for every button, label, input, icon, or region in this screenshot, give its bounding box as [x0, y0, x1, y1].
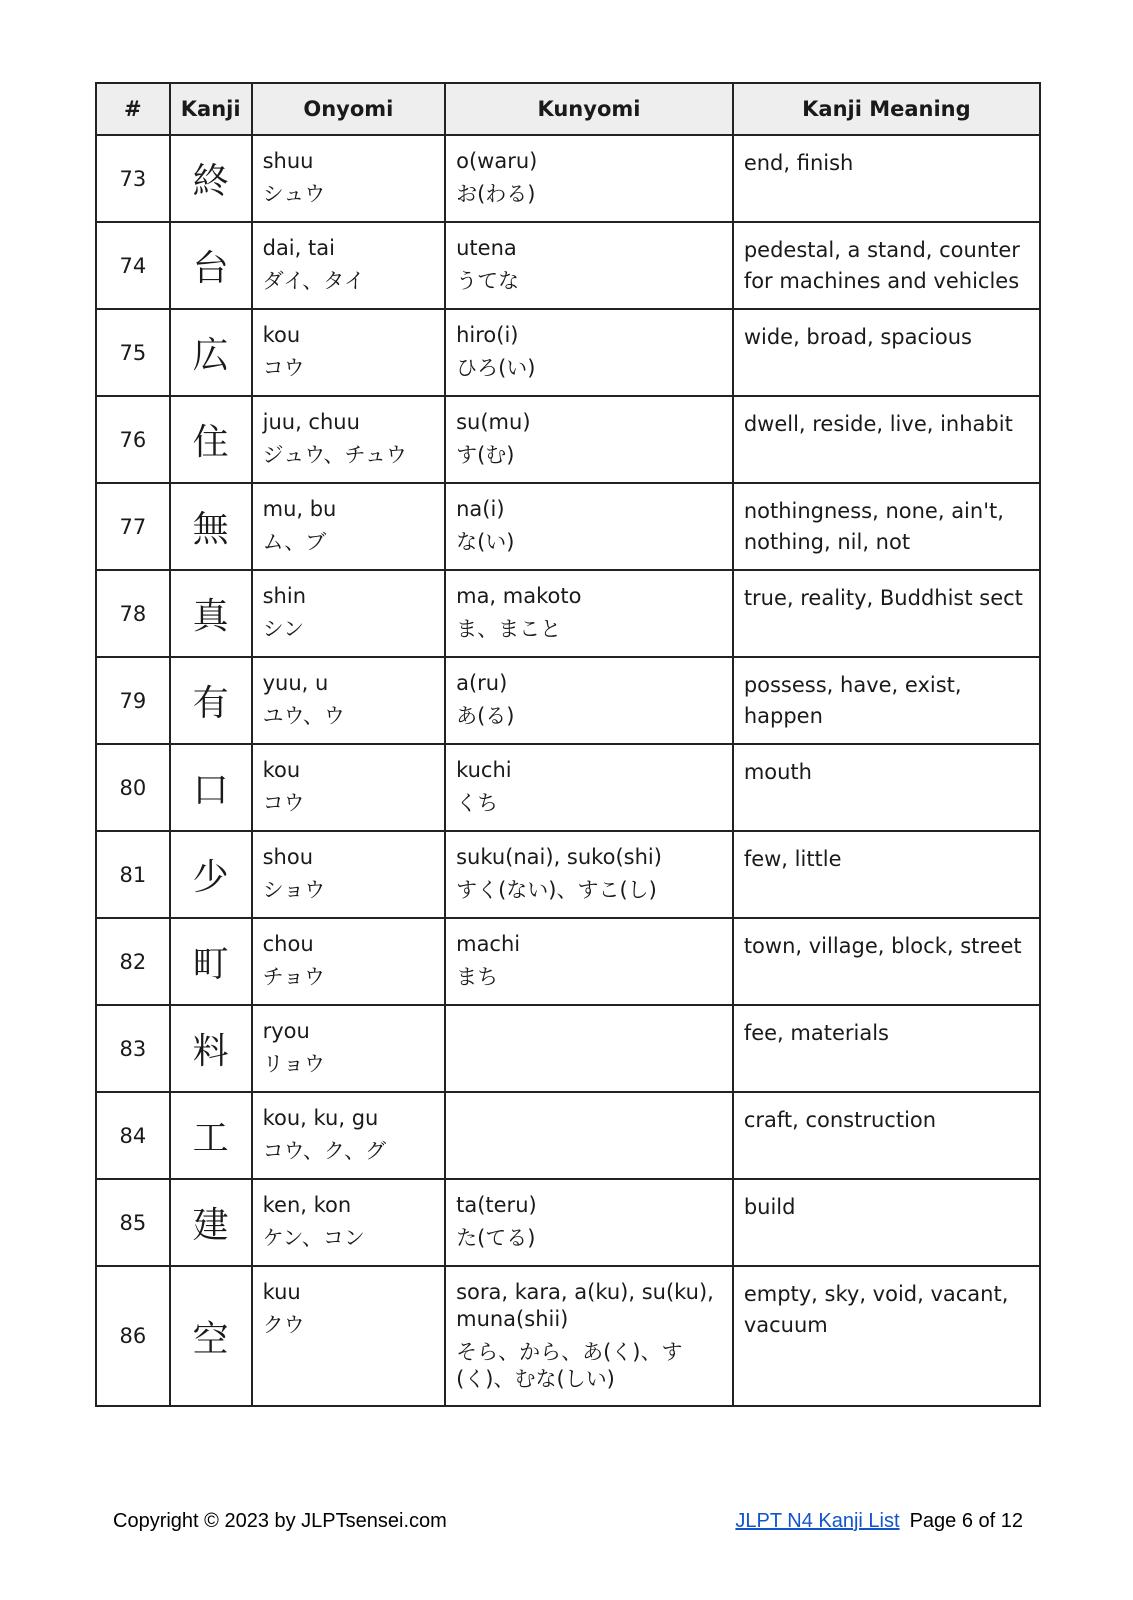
- onyomi-cell: [252, 483, 446, 570]
- table-row: [96, 831, 1040, 918]
- kanji-character: 工: [170, 1092, 252, 1179]
- kunyomi-romaji: [446, 1006, 732, 1018]
- kunyomi-romaji: o(waru): [456, 149, 538, 173]
- kunyomi-kana: ひろ(い): [456, 356, 536, 380]
- header-row: [96, 83, 1040, 135]
- meaning-cell: [733, 744, 1040, 831]
- table-row: [96, 918, 1040, 1005]
- meaning-text: build: [743, 1195, 796, 1219]
- row-number: 85: [96, 1179, 170, 1266]
- meaning-text: true, reality, Buddhist sect: [743, 586, 1023, 610]
- meaning-text: wide, broad, spacious: [743, 325, 972, 349]
- kanji-character: 料: [170, 1005, 252, 1092]
- header-kunyomi: Kunyomi: [445, 83, 733, 135]
- kunyomi-romaji: kuchi: [456, 758, 512, 782]
- kunyomi-cell: [445, 918, 733, 1005]
- kanji-list-link[interactable]: JLPT N4 Kanji List: [735, 1510, 900, 1532]
- onyomi-cell: [252, 918, 446, 1005]
- kanji-character: 真: [170, 570, 252, 657]
- onyomi-cell: [252, 1005, 446, 1092]
- kunyomi-kana: [446, 1018, 732, 1024]
- onyomi-kana: ショウ: [262, 878, 326, 902]
- kunyomi-kana: まち: [456, 965, 499, 989]
- onyomi-romaji: shin: [262, 584, 307, 608]
- kunyomi-romaji: ta(teru): [456, 1193, 537, 1217]
- row-number: 75: [96, 309, 170, 396]
- onyomi-kana: クウ: [262, 1313, 305, 1337]
- meaning-text: few, little: [743, 847, 842, 871]
- onyomi-cell: [252, 222, 446, 309]
- copyright-text: Copyright © 2023 by JLPTsensei.com: [113, 1510, 447, 1532]
- kunyomi-kana: ま、まこと: [456, 617, 562, 641]
- onyomi-kana: シン: [262, 617, 305, 641]
- row-number: 80: [96, 744, 170, 831]
- table-row: [96, 1092, 1040, 1179]
- kunyomi-kana: すく(ない)、すこ(し): [456, 878, 657, 902]
- table-row: [96, 135, 1040, 222]
- row-number: 78: [96, 570, 170, 657]
- row-number: 81: [96, 831, 170, 918]
- table-row: [96, 396, 1040, 483]
- kunyomi-kana: お(わる): [456, 182, 536, 206]
- kunyomi-romaji: su(mu): [456, 410, 531, 434]
- header-onyomi: Onyomi: [252, 83, 446, 135]
- table-row: [96, 657, 1040, 744]
- onyomi-romaji: kou: [262, 323, 301, 347]
- kunyomi-cell: [445, 831, 733, 918]
- header-number: #: [96, 83, 170, 135]
- meaning-text: end, finish: [743, 151, 854, 175]
- header-kanji: Kanji: [170, 83, 252, 135]
- onyomi-romaji: chou: [262, 932, 314, 956]
- meaning-cell: [733, 831, 1040, 918]
- meaning-text: dwell, reside, live, inhabit: [743, 412, 1013, 436]
- kanji-table: [95, 82, 1041, 1407]
- onyomi-cell: [252, 309, 446, 396]
- kunyomi-cell: [445, 657, 733, 744]
- row-number: 83: [96, 1005, 170, 1092]
- onyomi-romaji: ryou: [262, 1019, 310, 1043]
- kunyomi-romaji: a(ru): [456, 671, 508, 695]
- row-number: 74: [96, 222, 170, 309]
- table-row: [96, 309, 1040, 396]
- kanji-character: 広: [170, 309, 252, 396]
- onyomi-romaji: mu, bu: [262, 497, 337, 521]
- meaning-text: mouth: [743, 760, 812, 784]
- meaning-text: craft, construction: [743, 1108, 937, 1132]
- kunyomi-cell: [445, 570, 733, 657]
- kanji-character: 住: [170, 396, 252, 483]
- meaning-cell: [733, 483, 1040, 570]
- kunyomi-kana: す(む): [456, 443, 515, 467]
- kunyomi-cell: [445, 1266, 733, 1406]
- kunyomi-kana: そら、から、あ(く)、す(く)、むな(しい): [456, 1340, 683, 1391]
- meaning-cell: [733, 1005, 1040, 1092]
- table-row: [96, 744, 1040, 831]
- meaning-text: town, village, block, street: [743, 934, 1022, 958]
- table-row: [96, 570, 1040, 657]
- kunyomi-cell: [445, 483, 733, 570]
- onyomi-romaji: kuu: [262, 1280, 301, 1304]
- kunyomi-kana: くち: [456, 791, 499, 815]
- kunyomi-romaji: hiro(i): [456, 323, 519, 347]
- onyomi-kana: ケン、コン: [262, 1226, 365, 1250]
- kanji-character: 有: [170, 657, 252, 744]
- row-number: 77: [96, 483, 170, 570]
- meaning-text: pedestal, a stand, counter for machines and vehicles: [743, 238, 1020, 293]
- page-indicator: Page 6 of 12: [909, 1510, 1023, 1532]
- meaning-text: empty, sky, void, vacant, vacuum: [743, 1282, 1009, 1337]
- footer-right: [735, 1510, 1023, 1533]
- onyomi-kana: ジュウ、チュウ: [262, 443, 407, 467]
- row-number: 73: [96, 135, 170, 222]
- onyomi-cell: [252, 1179, 446, 1266]
- table-row: [96, 1266, 1040, 1406]
- row-number: 79: [96, 657, 170, 744]
- row-number: 82: [96, 918, 170, 1005]
- kunyomi-kana: [446, 1105, 732, 1111]
- kanji-character: 町: [170, 918, 252, 1005]
- kunyomi-cell: [445, 744, 733, 831]
- kunyomi-cell: [445, 396, 733, 483]
- meaning-text: possess, have, exist, happen: [743, 673, 962, 728]
- onyomi-kana: コウ: [262, 791, 305, 815]
- onyomi-kana: ダイ、タイ: [262, 269, 365, 293]
- meaning-cell: [733, 222, 1040, 309]
- meaning-text: nothingness, none, ain't, nothing, nil, not: [743, 499, 1004, 554]
- onyomi-cell: [252, 570, 446, 657]
- kunyomi-cell: [445, 135, 733, 222]
- kanji-character: 終: [170, 135, 252, 222]
- row-number: 76: [96, 396, 170, 483]
- kunyomi-romaji: machi: [456, 932, 521, 956]
- kunyomi-cell: [445, 1179, 733, 1266]
- table-row: [96, 1005, 1040, 1092]
- kunyomi-cell: [445, 1092, 733, 1179]
- kanji-character: 空: [170, 1266, 252, 1406]
- meaning-cell: [733, 396, 1040, 483]
- meaning-cell: [733, 1179, 1040, 1266]
- onyomi-kana: リョウ: [262, 1052, 325, 1076]
- kunyomi-cell: [445, 222, 733, 309]
- table-row: [96, 1179, 1040, 1266]
- onyomi-romaji: shou: [262, 845, 314, 869]
- kunyomi-cell: [445, 1005, 733, 1092]
- row-number: 86: [96, 1266, 170, 1406]
- onyomi-cell: [252, 135, 446, 222]
- kunyomi-romaji: utena: [456, 236, 517, 260]
- onyomi-cell: [252, 831, 446, 918]
- onyomi-romaji: kou, ku, gu: [262, 1106, 379, 1130]
- kunyomi-romaji: sora, kara, a(ku), su(ku), muna(shii): [456, 1280, 714, 1331]
- meaning-cell: [733, 570, 1040, 657]
- onyomi-romaji: dai, tai: [262, 236, 335, 260]
- kanji-character: 無: [170, 483, 252, 570]
- onyomi-cell: [252, 396, 446, 483]
- table-row: [96, 483, 1040, 570]
- meaning-text: fee, materials: [743, 1021, 889, 1045]
- meaning-cell: [733, 918, 1040, 1005]
- meaning-cell: [733, 657, 1040, 744]
- kunyomi-kana: な(い): [456, 530, 515, 554]
- kunyomi-romaji: na(i): [456, 497, 505, 521]
- kunyomi-kana: うてな: [456, 269, 520, 293]
- onyomi-romaji: kou: [262, 758, 301, 782]
- onyomi-kana: コウ、ク、グ: [262, 1139, 387, 1163]
- kunyomi-cell: [445, 309, 733, 396]
- onyomi-cell: [252, 1092, 446, 1179]
- kanji-character: 少: [170, 831, 252, 918]
- kunyomi-romaji: ma, makoto: [456, 584, 582, 608]
- onyomi-romaji: juu, chuu: [262, 410, 360, 434]
- onyomi-cell: [252, 744, 446, 831]
- kunyomi-kana: あ(る): [456, 704, 515, 728]
- onyomi-cell: [252, 657, 446, 744]
- header-meaning: Kanji Meaning: [733, 83, 1040, 135]
- kunyomi-kana: た(てる): [456, 1226, 536, 1250]
- meaning-cell: [733, 135, 1040, 222]
- onyomi-kana: シュウ: [262, 182, 326, 206]
- onyomi-cell: [252, 1266, 446, 1406]
- onyomi-kana: ム、ブ: [262, 530, 327, 554]
- onyomi-romaji: ken, kon: [262, 1193, 352, 1217]
- kunyomi-romaji: [446, 1093, 732, 1105]
- table-row: [96, 222, 1040, 309]
- meaning-cell: [733, 309, 1040, 396]
- onyomi-kana: ユウ、ウ: [262, 704, 345, 728]
- onyomi-kana: コウ: [262, 356, 305, 380]
- kanji-character: 台: [170, 222, 252, 309]
- onyomi-romaji: yuu, u: [262, 671, 329, 695]
- kanji-character: 口: [170, 744, 252, 831]
- meaning-cell: [733, 1092, 1040, 1179]
- onyomi-kana: チョウ: [262, 965, 325, 989]
- row-number: 84: [96, 1092, 170, 1179]
- onyomi-romaji: shuu: [262, 149, 314, 173]
- meaning-cell: [733, 1266, 1040, 1406]
- kanji-character: 建: [170, 1179, 252, 1266]
- kunyomi-romaji: suku(nai), suko(shi): [456, 845, 662, 869]
